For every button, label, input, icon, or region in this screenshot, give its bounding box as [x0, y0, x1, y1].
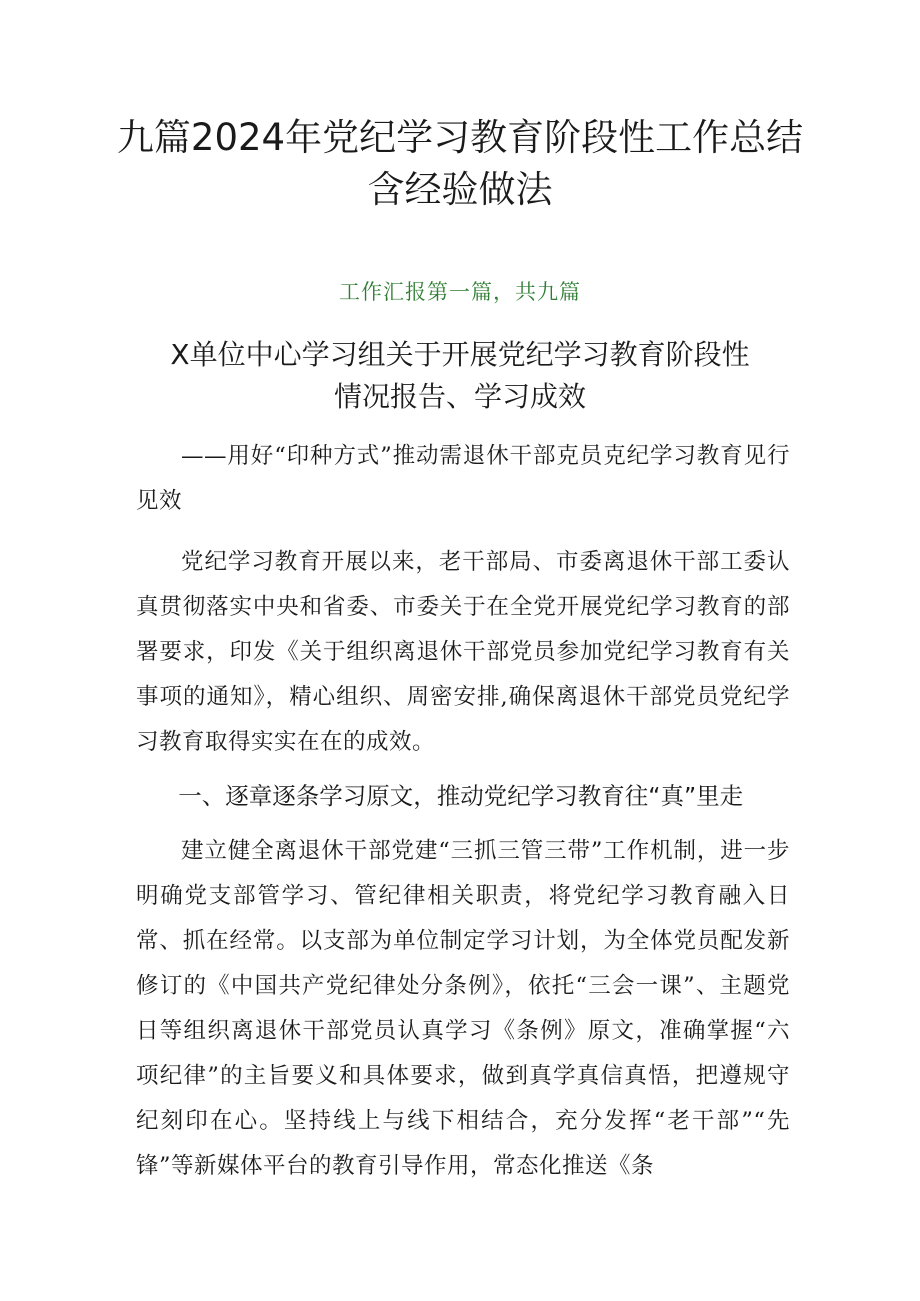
report-title-line-2: 情况报告、学习成效 [333, 380, 586, 413]
section-1-paragraph: 建立健全离退休干部党建“三抓三管三带”工作机制，进一步明确党支部管学习、管纪律相关职责，将党纪学习教育融入日常、抓在经常。以支部为单位制定学习计划，为全体党员配发新修订的《中国共产党纪律处分条例》，依托“三会一课”、主题党日等组织离退休干部党员认真学习《条例》原文，准确掌握“六项纪律”的主旨要义和具体要求，做到真学真信真悟，把遵规守纪刻印在心。坚持线上与线下相结合，充分发挥“老干部”“先锋”等新媒体平台的教育引导作用，常态化推送《条 [136, 838, 790, 1179]
report-title-line-1: X单位中心学习组关于开展党纪学习教育阶段性 [170, 338, 750, 371]
intro-paragraph: 党纪学习教育开展以来，老干部局、市委离退休干部工委认真贯彻落实中央和省委、市委关于在全党开展党纪学习教育的部署要求，印发《关于组织离退休干部党员参加党纪学习教育有关事项的通知》，精心组织、周密安排,确保离退休干部党员党纪学习教育取得实实在在的成效。 [136, 549, 790, 755]
article-subheading: 工作汇报第一篇，共九篇 [339, 280, 581, 304]
section-1-heading: 一、逐章逐条学习原文，推动党纪学习教育往“真”里走 [178, 782, 744, 810]
byline: ——用好“印种方式”推动需退休干部克员克纪学习教育见行见效 [136, 443, 790, 514]
report-title [120, 334, 800, 418]
document-title: 九篇2024年党纪学习教育阶段性工作总结含经验做法 [116, 116, 804, 211]
